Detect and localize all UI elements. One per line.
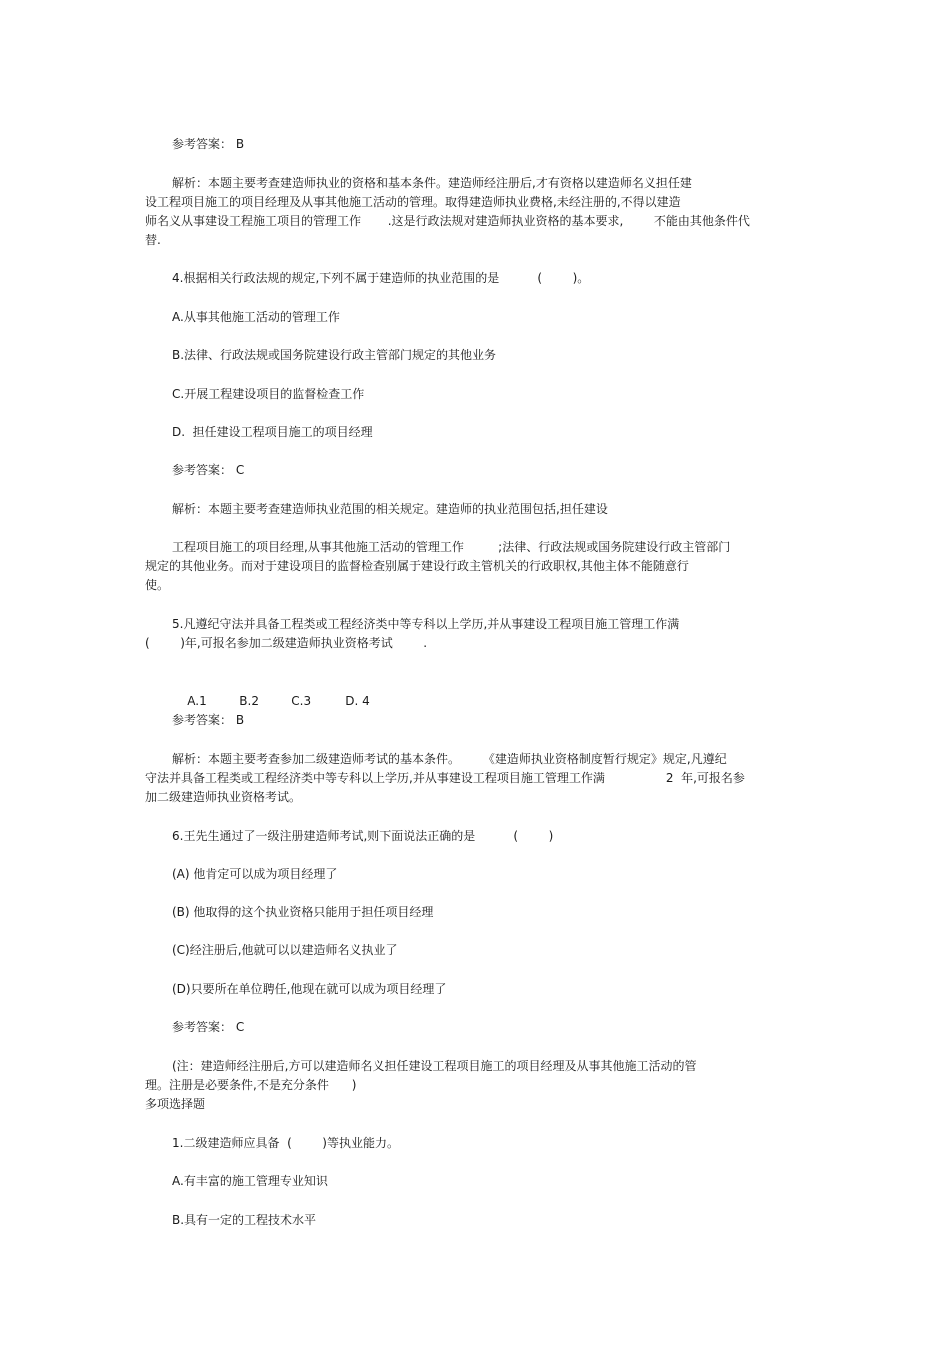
q6-option-b: (B) 他取得的这个执业资格只能用于担任项目经理 (172, 905, 434, 919)
q6-stem: 6.王先生通过了一级注册建造师考试,则下面说法正确的是 ( ) (172, 829, 554, 843)
q6-option-a: (A) 他肯定可以成为项目经理了 (172, 867, 338, 881)
q5-option-d: D. 4 (345, 694, 370, 708)
q6-note-line-2: 理。注册是必要条件,不是充分条件 ) (145, 1078, 357, 1092)
q4-analysis-line-3: 规定的其他业务。而对于建设项目的监督检查别属于建设行政主管机关的行政职权,其他主体不能随意行 (145, 559, 689, 573)
q4-answer: 参考答案： C (172, 463, 245, 477)
q5-analysis-line-1: 解析：本题主要考查参加二级建造师考试的基本条件。 《建造师执业资格制度暂行规定》规定,凡遵纪 (172, 752, 727, 766)
q6-option-d: (D)只要所在单位聘任,他现在就可以成为项目经理了 (172, 982, 447, 996)
q6-option-c: (C)经注册后,他就可以以建造师名义执业了 (172, 943, 398, 957)
multi-q1-option-b: B.具有一定的工程技术水平 (172, 1213, 317, 1227)
q4-stem: 4.根据相关行政法规的规定,下列不属于建造师的执业范围的是 ( )。 (172, 271, 590, 285)
q6-answer: 参考答案： C (172, 1020, 245, 1034)
q4-option-a: A.从事其他施工活动的管理工作 (172, 310, 340, 324)
q4-analysis-line-4: 使。 (145, 578, 170, 592)
q5-option-a: A.1 (187, 694, 207, 708)
q3-analysis-line-2: 设工程项目施工的项目经理及从事其他施工活动的管理。取得建造师执业费格,未经注册的,不得以建造 (145, 195, 681, 209)
q3-analysis-line-3: 师名义从事建设工程施工项目的管理工作 .这是行政法规对建造师执业资格的基本要求, 不能由其他条件代 (145, 214, 750, 228)
q4-analysis-line-1: 解析：本题主要考查建造师执业范围的相关规定。建造师的执业范围包括,担任建设 (172, 502, 608, 516)
multi-q1-stem: 1.二级建造师应具备 ( )等执业能力。 (172, 1136, 399, 1150)
q5-analysis-line-2: 守法并具备工程类或工程经济类中等专科以上学历,并从事建设工程项目施工管理工作满 2 年,可报名参 (145, 771, 745, 785)
section-heading-multi-choice: 多项选择题 (145, 1097, 206, 1111)
q3-analysis-line-1: 解析：本题主要考查建造师执业的资格和基本条件。建造师经注册后,才有资格以建造师名义担任建 (172, 176, 692, 190)
q5-stem-line-1: 5.凡遵纪守法并具备工程类或工程经济类中等专科以上学历,并从事建设工程项目施工管理工作满 (172, 617, 680, 631)
q5-analysis-line-3: 加二级建造师执业资格考试。 (145, 790, 302, 804)
q5-stem-line-2: ( )年,可报名参加二级建造师执业资格考试 . (145, 636, 428, 650)
q4-analysis-line-2: 工程项目施工的项目经理,从事其他施工活动的管理工作 ;法律、行政法规或国务院建设行政主管部门 (172, 540, 731, 554)
q6-note-line-1: (注：建造师经注册后,方可以建造师名义担任建设工程项目施工的项目经理及从事其他施工活动的管 (172, 1059, 697, 1073)
q3-analysis-line-4: 替. (145, 233, 161, 247)
q5-option-b: B.2 (239, 694, 259, 708)
q4-option-b: B.法律、行政法规或国务院建设行政主管部门规定的其他业务 (172, 348, 497, 362)
q3-answer: 参考答案： B (172, 137, 245, 151)
q5-option-c: C.3 (291, 694, 312, 708)
multi-q1-option-a: A.有丰富的施工管理专业知识 (172, 1174, 328, 1188)
q4-option-c: C.开展工程建设项目的监督检查工作 (172, 387, 365, 401)
q5-answer: 参考答案： B (172, 713, 245, 727)
q4-option-d: D. 担任建设工程项目施工的项目经理 (172, 425, 373, 439)
